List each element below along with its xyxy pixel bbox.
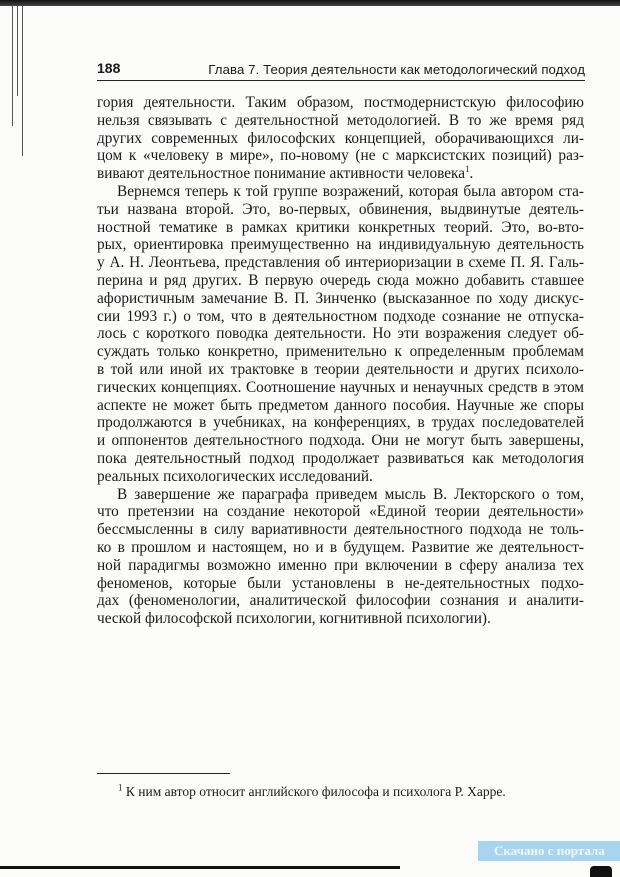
line-text: пока деятельностный подход продолжает развиваться как методология [97,449,584,467]
scan-mark [22,6,23,156]
footnote-rule [97,773,230,774]
text-line [97,432,584,450]
line-text: цом к «человеку в мире», по-новому (не с марксистских позиций) раз- [97,147,584,165]
text-line [97,201,584,219]
text-line [97,272,584,290]
line-text: тьи названа второй. Это, во-первых, обвинения, выдвинутые деятель- [97,200,584,218]
text-line [97,450,584,468]
line-text: ческой философской психологии, когнитивной психологии). [97,610,491,628]
text-line [97,183,584,201]
line-text: что претензии на создание некоторой «Единой теории деятельности» [97,503,584,521]
text-line [97,130,584,148]
footnote-reference[interactable]: 1 [465,164,470,175]
line-text: дах (феноменологии, аналитической философии сознания и аналити- [97,592,584,610]
text-line [97,325,584,343]
text-line [97,290,584,308]
line-text: реальных психологических исследований. [97,467,373,485]
paragraph [97,94,584,183]
line-text: перина и ряд других. В первую очередь сюда можно добавить ставшее [97,271,584,289]
watermark-banner: Скачано с портала [478,841,620,861]
text-line [97,343,584,361]
text-line [97,521,584,539]
text-line [97,379,584,397]
text-line [97,112,584,130]
line-text: ко в прошлом и настоящем, но и в будущем. Развитие же деятельност- [97,538,584,556]
text-line [97,539,584,557]
text-line [97,486,584,504]
text-line [97,592,584,610]
line-text: и оппонентов деятельностного подхода. Они не могут быть завершены, [97,432,584,450]
scan-edge-bottom [0,866,400,869]
line-text: суждать только конкретно, применительно к определенным проблемам [97,343,584,361]
line-text: феноменов, которые были установлены в не-деятельностных подхо- [97,574,584,592]
line-text: ной парадигмы возможно именно при включении в сферу анализа тех [97,556,584,574]
line-text: В завершение же параграфа приведем мысль В. Лекторского о том, [117,485,584,503]
text-line [97,575,584,593]
line-text: гория деятельности. Таким образом, постмодернистскую философию [97,94,584,111]
line-text: рых, ориентировка преимущественно на индивидуальную деятельность [97,236,584,254]
line-text: у А. Н. Леонтьева, представления об интериоризации в схеме П. Я. Галь- [97,254,584,272]
text-line [97,397,584,415]
text-line [97,165,584,183]
line-text: сии 1993 г.) о том, что в деятельностном подходе сознание не отпуска- [97,307,584,325]
body-text [97,94,584,628]
line-text: Вернемся теперь к той группе возражений, которая была автором ста- [117,182,584,200]
line-text: нельзя связывать с деятельностной методологией. В то же время ряд [97,111,584,129]
footnote [118,784,506,800]
text-line [97,361,584,379]
text-line [97,503,584,521]
line-text: продолжаются в учебниках, на конференциях, в трудах последователей [97,414,584,432]
text-line [97,610,584,628]
line-text: афористичным замечание В. П. Зинченко (высказанное по ходу дискус- [97,289,584,307]
scan-mark [12,6,13,126]
scan-mark [17,6,18,96]
footnote-mark: 1 [118,782,123,793]
line-text: гических концепциях. Соотношение научных и ненаучных средств в этом [97,378,584,396]
text-line [97,94,584,112]
line-text: бессмысленны в силу вариативности деятельностного подхода не толь- [97,521,584,539]
line-text: вивают деятельностное понимание активности человека [97,165,466,183]
text-line [97,254,584,272]
scan-blot [590,866,612,877]
scan-edge-top [0,0,620,6]
text-line [97,414,584,432]
text-line [97,557,584,575]
text-line [97,147,584,165]
paragraph [97,183,584,486]
text-line [97,236,584,254]
line-text: аспекте не может быть предметом данного пособия. Научные же споры [97,396,584,414]
page-number: 188 [97,60,121,76]
footnote-text: К ним автор относит английского философа и психолога Р. Харре. [125,784,506,799]
paragraph [97,486,584,628]
page-header [97,60,585,81]
line-tail: . [469,165,474,183]
text-line [97,219,584,237]
running-title: Глава 7. Теория деятельности как методологический подход [208,62,585,77]
line-text: ностной тематике в рамках критики конкретных теорий. Это, во-вто- [97,218,584,236]
text-line [97,468,584,486]
text-line [97,308,584,326]
line-text: других современных философских концепцией, оборачивающихся ли- [97,129,584,147]
line-text: лось с короткого поводка деятельности. Но эти возражения следует об- [97,325,584,343]
line-text: в той или иной их трактовке в теории деятельности и других психоло- [97,360,584,378]
